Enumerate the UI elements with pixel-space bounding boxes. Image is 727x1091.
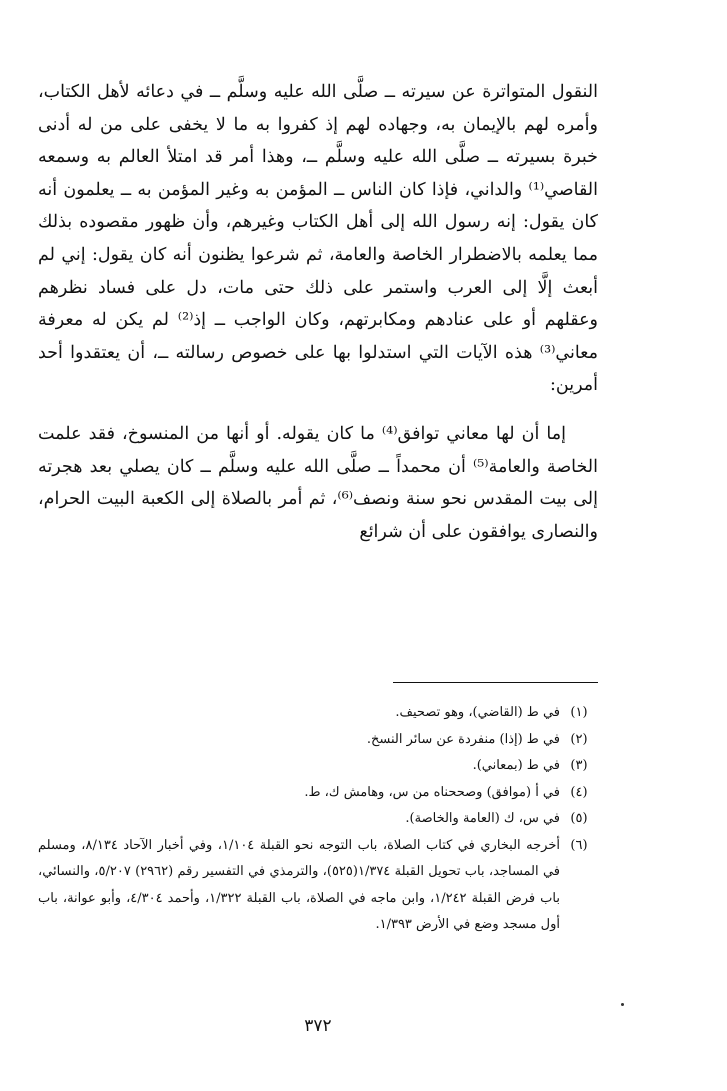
footnote-text: في أ (موافق) وصححناه من س، وهامش ك، ط. [304, 784, 560, 800]
footnote-item [38, 727, 598, 754]
footnote-text: في ط (بمعاني). [472, 758, 560, 773]
footnote-separator [393, 682, 598, 683]
footnote-item [38, 806, 598, 833]
footnote-text: في ط (إذا) منفردة عن سائر النسخ. [366, 731, 560, 747]
footnote-text: أخرجه البخاري في كتاب الصلاة، باب التوجه نحو القبلة ١/١٠٤، وفي أخبار الآحاد ٨/١٣٤، ومسلم في المساجد، باب تحويل القبلة ١/٣٧٤(٥٢٥)، والترمذي في التفسير رقم (٢٩٦٢) ٥/٢٠٧، والنسائي، باب فرض القبلة ١/٢٤٢، وابن ماجه في الصلاة، باب القبلة ١/٣٢٢، وأحمد ٤/٣٠٤، وأبو عوانة، باب أول مسجد وضع في الأرض ١/٣٩٣. [38, 837, 560, 932]
footnote-text: في ط (القاضي)، وهو تصحيف. [395, 705, 560, 720]
footnote-number: (٢) [570, 731, 588, 747]
footnote-number: (٤) [570, 784, 588, 800]
footnote-number: (٣) [570, 758, 588, 773]
footnote-item [38, 780, 598, 807]
paragraph: إما أن لها معاني توافق⁽⁴⁾ ما كان يقوله. أو أنها من المنسوخ، فقد علمت الخاصة والعامة⁽⁵⁾ أن محمداً ــ صلَّى الله عليه وسلَّم ــ كان يصلي بعد هجرته إلى بيت المقدس نحو سنة ونصف⁽⁶⁾، ثم أمر بالصلاة إلى الكعبة البيت الحرام، والنصارى يوافقون على أن شرائع [38, 423, 598, 542]
page-number: ٣٧٢ [304, 1016, 332, 1036]
footnote-item [38, 753, 598, 780]
scan-speck [621, 1003, 624, 1006]
footnote-item [38, 833, 598, 939]
footnote-text: في س، ك (العامة والخاصة). [405, 811, 560, 826]
footnote-number: (١) [570, 705, 588, 720]
main-text [38, 76, 598, 548]
paragraph: النقول المتواترة عن سيرته ــ صلَّى الله عليه وسلَّم ــ في دعائه لأهل الكتاب، وأمره لهم بالإيمان به، وجهاده لهم إذ كفروا به ما لا يخفى على من له أدنى خبرة بسيرته ــ صلَّى الله عليه وسلَّم ــ، وهذا أمر قد امتلأ العالم به وسمعه القاصي⁽¹⁾ والداني، فإذا كان الناس ــ المؤمن به وغير المؤمن به ــ يعلمون أنه كان يقول: إنه رسول الله إلى أهل الكتاب وغيرهم، وأن ظهور مقصوده بذلك مما يعلمه بالاضطرار الخاصة والعامة، ثم شرعوا يظنون أنه كان يقول: إني لم أبعث إلَّا إلى العرب واستمر على ذلك حتى مات، دل على فساد نظرهم وعقلهم أو على عنادهم ومكابرتهم، وكان الواجب ــ إذ⁽²⁾ لم يكن له معرفة معاني⁽³⁾ هذه الآيات التي استدلوا بها على خصوص رسالته ــ، أن يعتقدوا أحد أمرين: [38, 82, 598, 396]
footnote-number: (٥) [570, 811, 588, 826]
footnote-item [38, 700, 598, 727]
footnotes [38, 700, 598, 939]
footnote-number: (٦) [570, 837, 588, 853]
book-page [38, 76, 598, 1066]
